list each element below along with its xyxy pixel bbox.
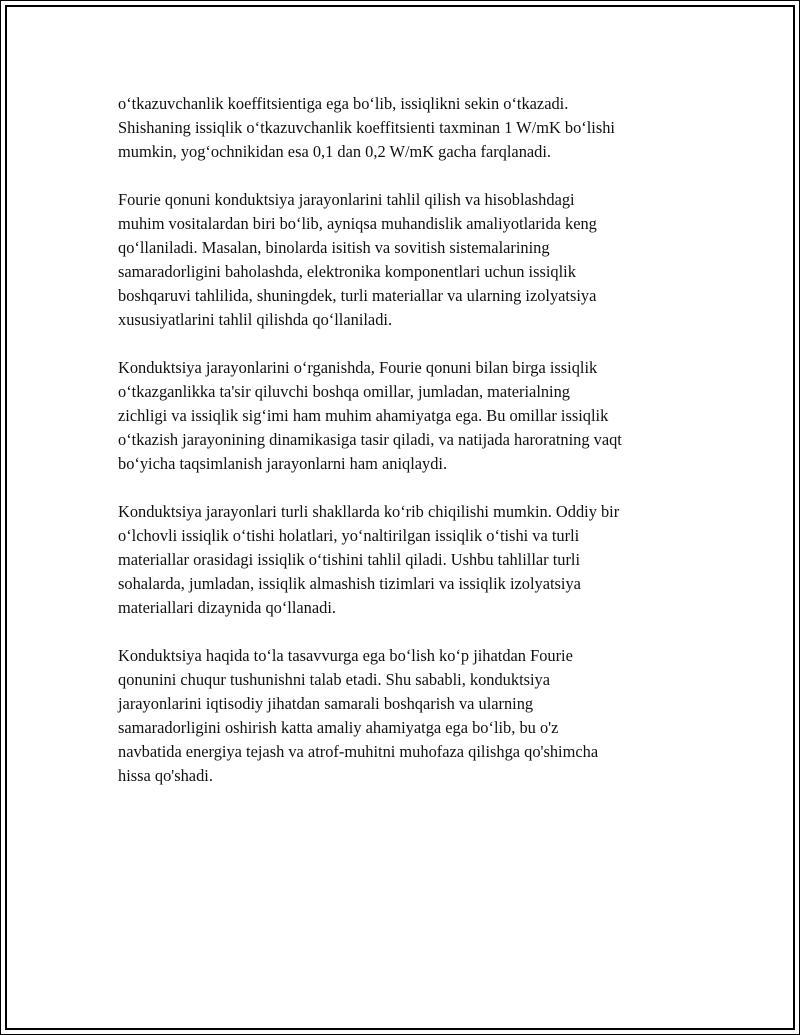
paragraph-density-heat-capacity: Konduktsiya jarayonlarini o‘rganishda, Fourie qonuni bilan birga issiqlik o‘tkazganlikka ta'sir qiluvchi boshqa omillar, jumladan, materialning zichligi va issiqlik sig‘imi ham muhim ahamiyatga ega. Bu omillar issiqlik o‘tkazish jarayonining dinamikasiga tasir qiladi, va natijada haroratning vaqt bo‘yicha taqsimlanish jarayonlarni ham aniqlaydi. bbox=[118, 358, 622, 473]
paragraph-conclusion: Konduktsiya haqida to‘la tasavvurga ega bo‘lish ko‘p jihatdan Fourie qonunini chuqur tushunishni talab etadi. Shu sababli, konduktsiya jarayonlarini iqtisodiy jihatdan samarali boshqarish va ularning samaradorligini oshirish katta amaliy ahamiyatga ega bo‘lib, bu o'z navbatida energiya tejash va atrof-muhitni muhofaza qilishga qo'shimcha hissa qo'shadi. bbox=[118, 646, 599, 785]
paragraph-conduction-forms: Konduktsiya jarayonlari turli shakllarda ko‘rib chiqilishi mumkin. Oddiy bir o‘lchovli issiqlik o‘tishi holatlari, yo‘naltirilgan issiqlik o‘tishi va turli materiallar orasidagi issiqlik o‘tishini tahlil qiladi. Ushbu tahlillar turli sohalarda, jumladan, issiqlik almashish tizimlari va issiqlik izolyatsiya materiallari dizaynida qo‘llanadi. bbox=[118, 502, 620, 617]
document-body bbox=[118, 92, 692, 812]
paragraph-fourier-law-applications: Fourie qonuni konduktsiya jarayonlarini tahlil qilish va hisoblashdagi muhim vositalardan biri bo‘lib, ayniqsa muhandislik amaliyotlarida keng qo‘llaniladi. Masalan, binolarda isitish va sovitish sistemalarining samaradorligini baholashda, elektronika komponentlari uchun issiqlik boshqaruvi tahlilida, shuningdek, turli materiallar va ularning izolyatsiya xususiyatlarini tahlil qilishda qo‘llaniladi. bbox=[118, 190, 597, 329]
paragraph-thermal-conductivity-values: o‘tkazuvchanlik koeffitsientiga ega bo‘lib, issiqlikni sekin o‘tkazadi. Shishaning issiqlik o‘tkazuvchanlik koeffitsienti taxminan 1 W/mK bo‘lishi mumkin, yog‘ochnikidan esa 0,1 dan 0,2 W/mK gacha farqlanadi. bbox=[118, 94, 615, 161]
